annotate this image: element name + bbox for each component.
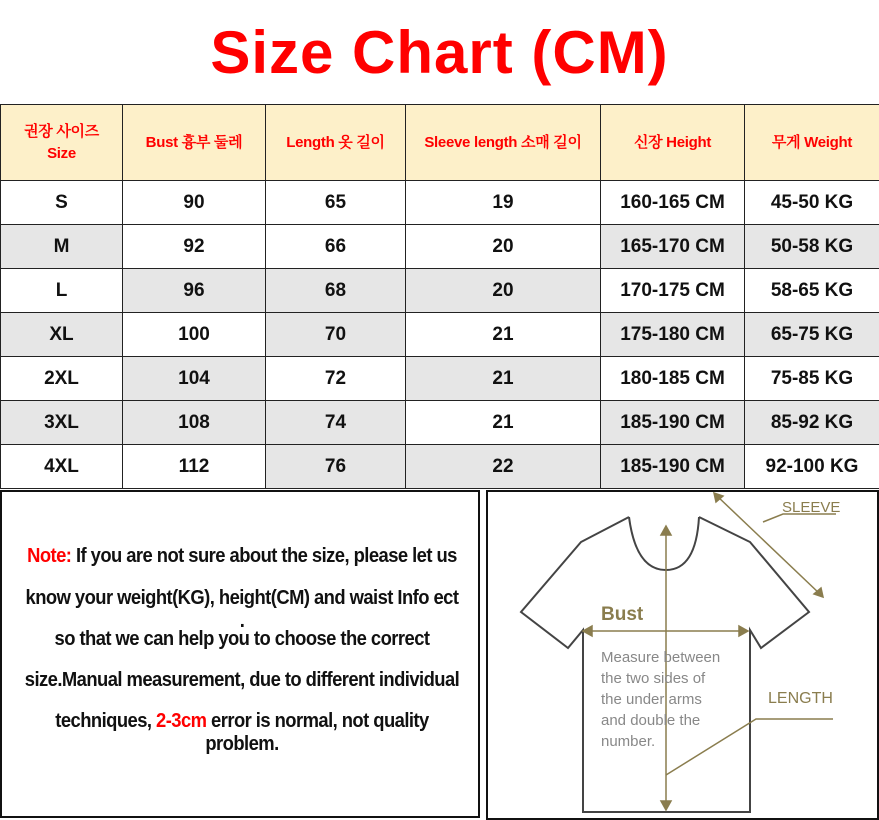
- cell-height: 185-190 CM: [601, 445, 745, 489]
- instruction-line: the under arms: [601, 691, 702, 708]
- cell-size: 3XL: [1, 401, 123, 445]
- cell-size: XL: [1, 313, 123, 357]
- note-label: Note:: [27, 545, 72, 567]
- table-header-row: [1, 105, 879, 181]
- note-line: size.Manual measurement, due to different individual: [24, 669, 460, 691]
- cell-height: 185-190 CM: [601, 401, 745, 445]
- note-highlight: 2-3cm: [156, 710, 207, 732]
- table-row: [1, 445, 879, 489]
- cell-sleeve-length: 22: [406, 445, 601, 489]
- cell-weight: 50-58 KG: [745, 225, 879, 269]
- cell-height: 165-170 CM: [601, 225, 745, 269]
- header-bust: Bust 흉부 둘레: [123, 105, 266, 181]
- cell-bust: 92: [123, 225, 266, 269]
- cell-length: 72: [266, 357, 406, 401]
- cell-length: 66: [266, 225, 406, 269]
- note-text: techniques,: [55, 710, 157, 732]
- table-row: [1, 181, 879, 225]
- cell-bust: 100: [123, 313, 266, 357]
- measurement-diagram: [486, 490, 879, 820]
- cell-sleeve-length: 20: [406, 269, 601, 313]
- cell-sleeve-length: 21: [406, 357, 601, 401]
- cell-length: 76: [266, 445, 406, 489]
- header-size-korean: 권장 사이즈: [24, 122, 99, 140]
- instruction-line: number.: [601, 733, 656, 750]
- cell-sleeve-length: 21: [406, 313, 601, 357]
- note-line: know your weight(KG), height(CM) and waist Info ect .: [25, 587, 459, 632]
- header-sleeve-length: Sleeve length 소매 길이: [406, 105, 601, 181]
- header-size: [1, 105, 123, 181]
- instruction-line: the two sides of: [601, 670, 706, 687]
- instruction-line: Measure between: [601, 649, 721, 666]
- length-label: LENGTH: [768, 690, 833, 707]
- cell-bust: 112: [123, 445, 266, 489]
- cell-height: 180-185 CM: [601, 357, 745, 401]
- cell-bust: 104: [123, 357, 266, 401]
- cell-weight: 75-85 KG: [745, 357, 879, 401]
- cell-sleeve-length: 20: [406, 225, 601, 269]
- cell-bust: 108: [123, 401, 266, 445]
- cell-length: 74: [266, 401, 406, 445]
- table-row: [1, 269, 879, 313]
- cell-weight: 92-100 KG: [745, 445, 879, 489]
- cell-weight: 65-75 KG: [745, 313, 879, 357]
- cell-size: M: [1, 225, 123, 269]
- cell-size: S: [1, 181, 123, 225]
- table-row: [1, 225, 879, 269]
- cell-height: 175-180 CM: [601, 313, 745, 357]
- cell-sleeve-length: 21: [406, 401, 601, 445]
- header-weight: 무게 Weight: [745, 105, 879, 181]
- cell-size: L: [1, 269, 123, 313]
- size-chart-table: [0, 104, 879, 489]
- instruction-line: and double the: [601, 712, 701, 729]
- note-line: [21, 545, 463, 568]
- table-row: [1, 357, 879, 401]
- cell-height: 160-165 CM: [601, 181, 745, 225]
- cell-size: 2XL: [1, 357, 123, 401]
- cell-bust: 90: [123, 181, 266, 225]
- cell-height: 170-175 CM: [601, 269, 745, 313]
- note-line: so that we can help you to choose the correct: [54, 628, 430, 650]
- note-panel: [0, 490, 480, 818]
- cell-weight: 58-65 KG: [745, 269, 879, 313]
- cell-sleeve-length: 19: [406, 181, 601, 225]
- note-text: error is normal, not quality problem.: [205, 710, 429, 755]
- cell-length: 68: [266, 269, 406, 313]
- cell-bust: 96: [123, 269, 266, 313]
- page-title: Size Chart (CM): [210, 18, 669, 86]
- cell-weight: 85-92 KG: [745, 401, 879, 445]
- header-size-english: Size: [47, 144, 76, 162]
- bust-instructions: [601, 647, 720, 752]
- header-length: Length 옷 길이: [266, 105, 406, 181]
- cell-weight: 45-50 KG: [745, 181, 879, 225]
- cell-length: 70: [266, 313, 406, 357]
- sleeve-label: SLEEVE: [782, 499, 841, 516]
- table-row: [1, 401, 879, 445]
- bust-label: Bust: [601, 604, 644, 625]
- cell-length: 65: [266, 181, 406, 225]
- note-text: If you are not sure about the size, please let us: [71, 545, 457, 567]
- table-row: [1, 313, 879, 357]
- cell-size: 4XL: [1, 445, 123, 489]
- note-line: [21, 710, 463, 756]
- header-height: 신장 Height: [601, 105, 745, 181]
